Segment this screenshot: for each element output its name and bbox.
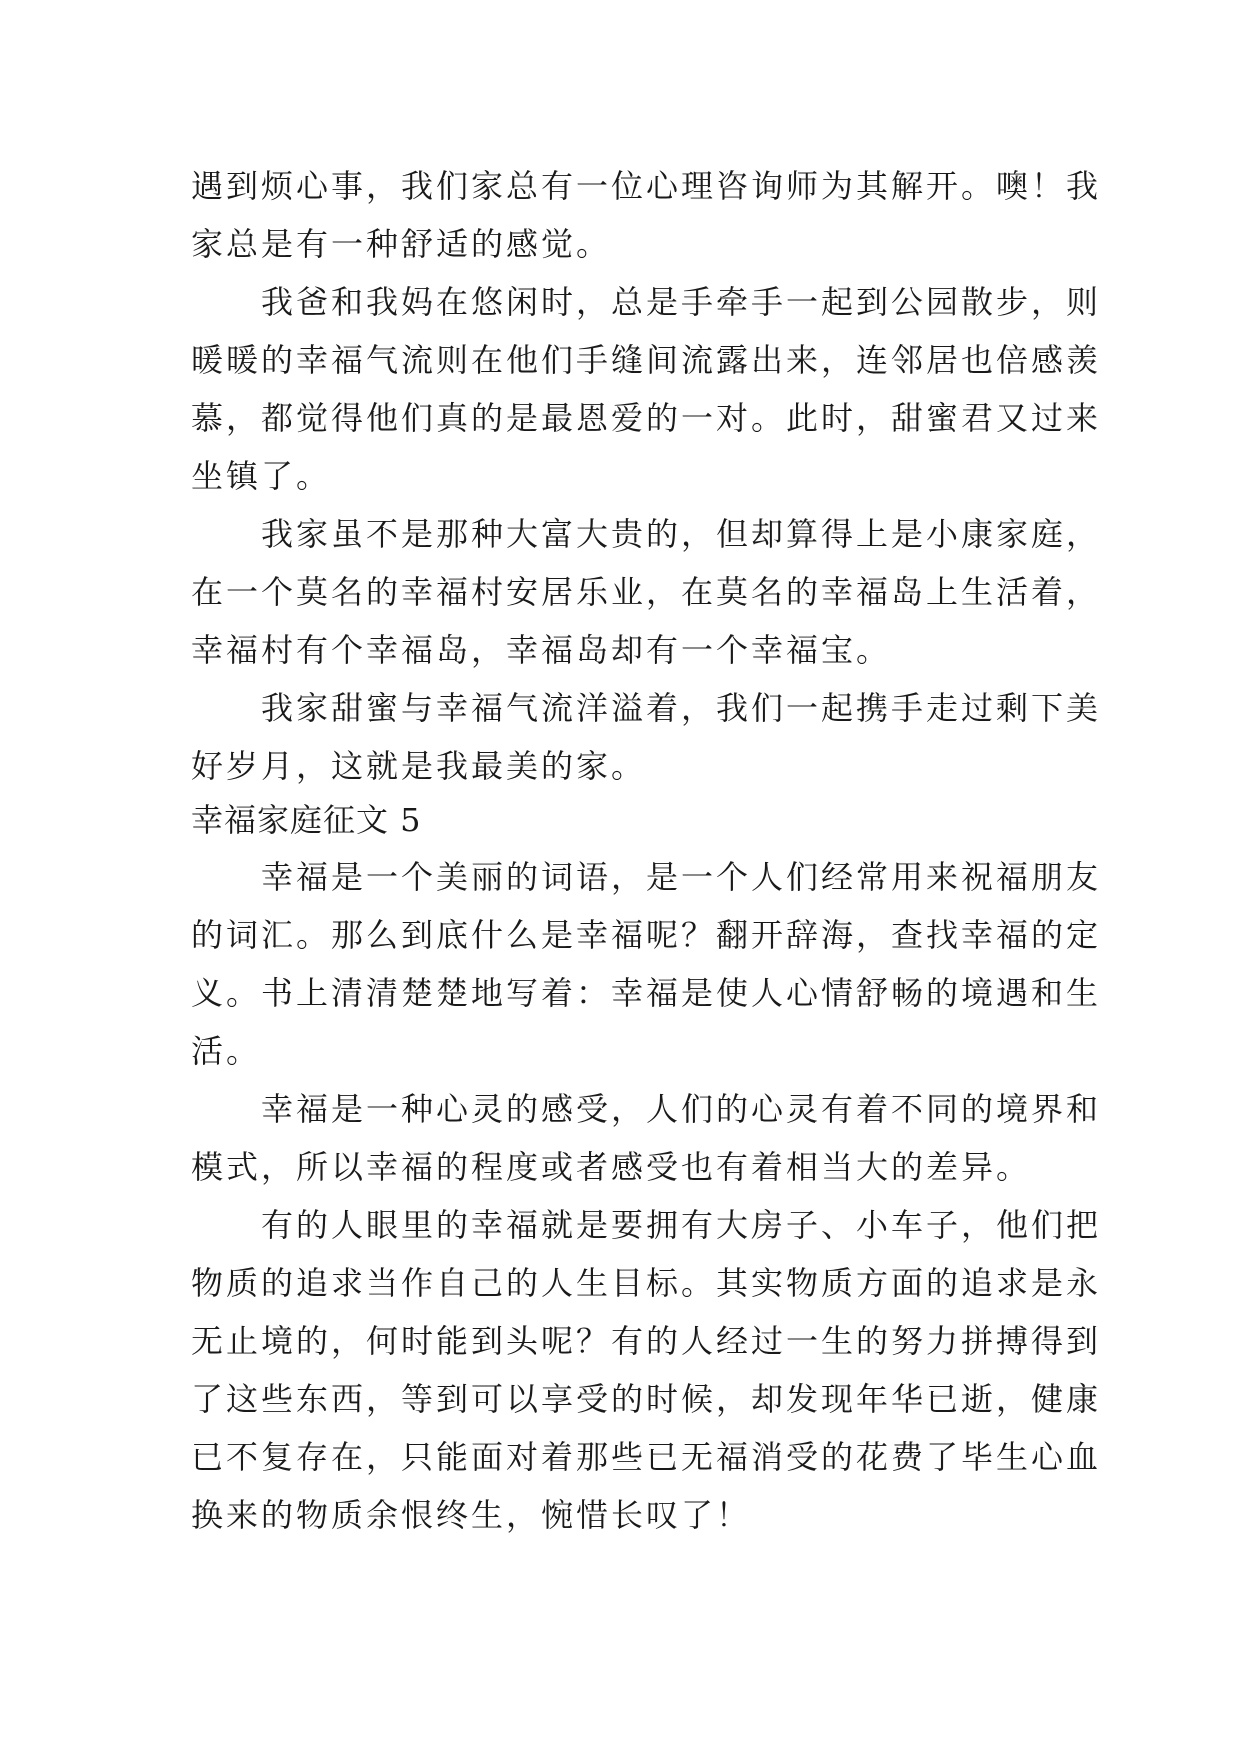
section-heading: 幸福家庭征文 5 [191,801,422,839]
text-line: 暖暖的幸福气流则在他们手缝间流露出来，连邻居也倍感羡 [191,341,1102,379]
paragraph-start: 幸福是一种心灵的感受，人们的心灵有着不同的境界和 [191,1090,1102,1128]
text-line: 活。 [191,1032,262,1070]
paragraph-start: 幸福是一个美丽的词语，是一个人们经常用来祝福朋友 [191,858,1102,896]
paragraph-start: 有的人眼里的幸福就是要拥有大房子、小车子，他们把 [191,1206,1102,1244]
paragraph-start: 我家甜蜜与幸福气流洋溢着，我们一起携手走过剩下美 [191,689,1102,727]
text-line: 无止境的，何时能到头呢？有的人经过一生的努力拼搏得到 [191,1322,1102,1360]
text-line: 义。书上清清楚楚地写着：幸福是使人心情舒畅的境遇和生 [191,974,1102,1012]
text-line: 了这些东西，等到可以享受的时候，却发现年华已逝，健康 [191,1380,1102,1418]
paragraph-start: 我爸和我妈在悠闲时，总是手牵手一起到公园散步，则 [191,283,1102,321]
text-line: 好岁月，这就是我最美的家。 [191,747,647,785]
paragraph-start: 我家虽不是那种大富大贵的，但却算得上是小康家庭， [191,515,1102,553]
text-line: 换来的物质余恨终生，惋惜长叹了！ [191,1496,752,1534]
text-line: 模式，所以幸福的程度或者感受也有着相当大的差异。 [191,1148,1032,1186]
text-line: 幸福村有个幸福岛，幸福岛却有一个幸福宝。 [191,631,892,669]
text-line: 坐镇了。 [191,457,332,495]
text-line: 遇到烦心事，我们家总有一位心理咨询师为其解开。噢！我 [191,167,1102,205]
text-line: 物质的追求当作自己的人生目标。其实物质方面的追求是永 [191,1264,1102,1302]
text-line: 在一个莫名的幸福村安居乐业，在莫名的幸福岛上生活着， [191,573,1102,611]
text-line: 的词汇。那么到底什么是幸福呢？翻开辞海，查找幸福的定 [191,916,1102,954]
text-line: 已不复存在，只能面对着那些已无福消受的花费了毕生心血 [191,1438,1102,1476]
text-line: 家总是有一种舒适的感觉。 [191,225,612,263]
text-line: 慕，都觉得他们真的是最恩爱的一对。此时，甜蜜君又过来 [191,399,1102,437]
